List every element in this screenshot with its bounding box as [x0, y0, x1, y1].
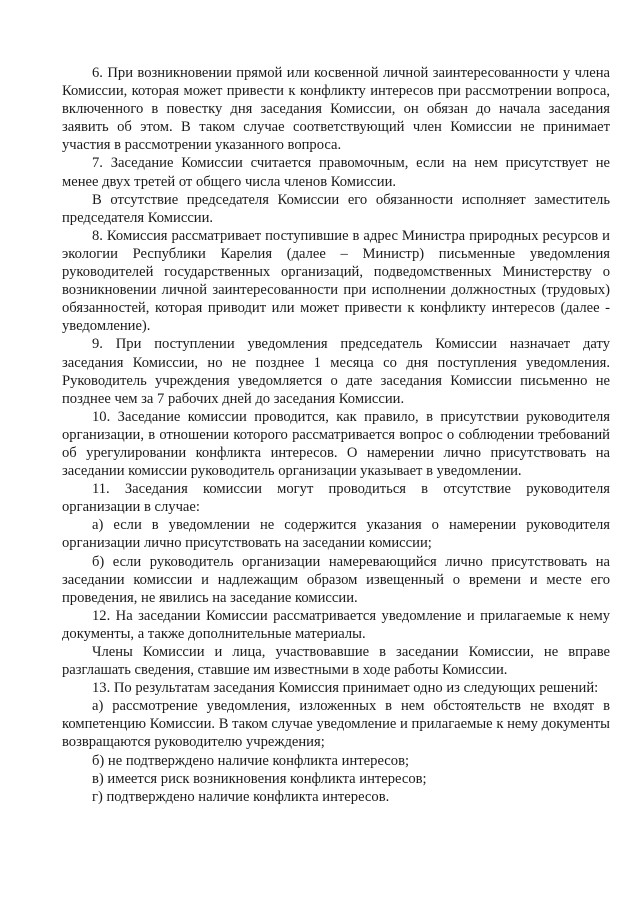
paragraph-item-11: 11. Заседания комиссии могут проводиться в отсутствие руководителя организации в случае:: [62, 481, 610, 516]
paragraph-vice-chair: В отсутствие председателя Комиссии его обязанности исполняет заместитель председателя Комиссии.: [62, 191, 610, 226]
paragraph-confidentiality: Члены Комиссии и лица, участвовавшие в заседании Комиссии, не вправе разглашать сведения, ставшие им известными в ходе работы Комиссии.: [62, 644, 610, 679]
paragraph-item-10: 10. Заседание комиссии проводится, как правило, в присутствии руководителя организации, в отношении которого рассматривается вопрос о соблюдении требований об урегулировании конфликта интересов. О намерении лично присутствовать на заседании комиссии руководитель организации указывает в уведомлении.: [62, 408, 610, 480]
document-page: [62, 64, 610, 806]
paragraph-item-9: 9. При поступлении уведомления председатель Комиссии назначает дату заседания Комиссии, но не позднее 1 месяца со дня поступления уведомления. Руководитель учреждения уведомляется о дате заседания Комиссии письменно не позднее чем за 7 рабочих дней до заседания Комиссии.: [62, 336, 610, 407]
paragraph-item-11-a: а) если в уведомлении не содержится указания о намерении руководителя организации лично присутствовать на заседании комиссии;: [62, 517, 610, 552]
paragraph-item-13-c: в) имеется риск возникновения конфликта интересов;: [92, 770, 427, 787]
paragraph-item-13: 13. По результатам заседания Комиссия принимает одно из следующих решений:: [92, 680, 599, 697]
paragraph-item-8: 8. Комиссия рассматривает поступившие в адрес Министра природных ресурсов и экологии Республики Карелия (далее – Министр) письменные уведомления руководителей государственных организаций, подведомственных Министерству о возникновении личной заинтересованности при исполнении должностных (трудовых) обязанностей, которая приводит или может привести к конфликту интересов (далее - уведомление).: [62, 227, 610, 335]
paragraph-item-7: 7. Заседание Комиссии считается правомочным, если на нем присутствует не менее двух третей от общего числа членов Комиссии.: [62, 155, 610, 190]
paragraph-item-13-a: а) рассмотрение уведомления, изложенных в нем обстоятельств не входят в компетенцию Комиссии. В таком случае уведомление и прилагаемые к нему документы возвращаются руководителю учреждения;: [62, 698, 610, 751]
paragraph-item-11-b: б) если руководитель организации намеревающийся лично присутствовать на заседании комиссии и надлежащим образом извещенный о времени и месте его проведения, не явились на заседание комиссии.: [62, 553, 610, 606]
paragraph-item-6: 6. При возникновении прямой или косвенной личной заинтересованности у члена Комиссии, которая может привести к конфликту интересов при рассмотрении вопроса, включенного в повестку дня заседания Комиссии, он обязан до начала заседания заявить об этом. В таком случае соответствующий член Комиссии не принимает участия в рассмотрении указанного вопроса.: [62, 65, 610, 154]
paragraph-item-13-d: г) подтверждено наличие конфликта интересов.: [92, 788, 390, 805]
paragraph-item-13-b: б) не подтверждено наличие конфликта интересов;: [92, 752, 410, 769]
paragraph-item-12: 12. На заседании Комиссии рассматривается уведомление и прилагаемые к нему документы, а также дополнительные материалы.: [62, 607, 610, 642]
